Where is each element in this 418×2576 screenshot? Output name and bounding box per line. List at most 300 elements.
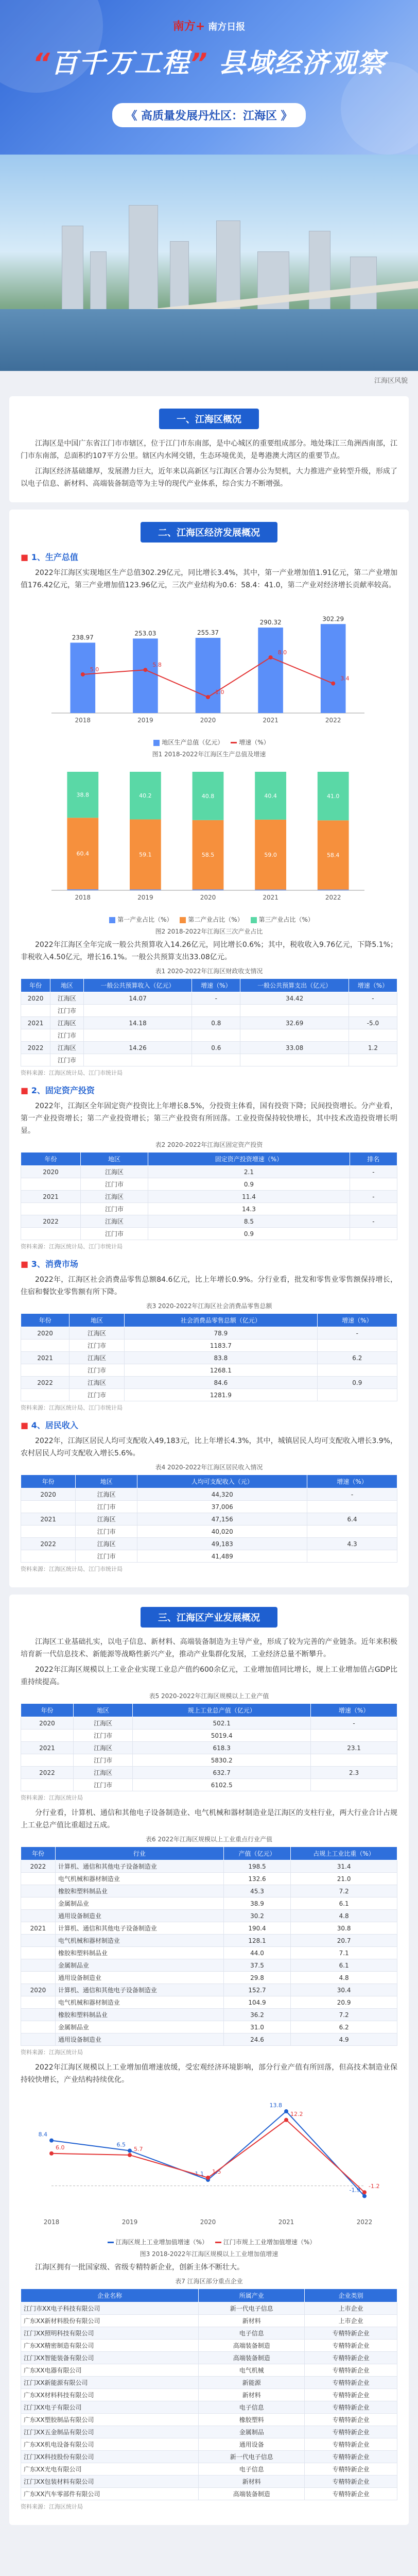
table-cell bbox=[311, 1779, 397, 1791]
table-cell: 电子信息 bbox=[199, 2463, 305, 2476]
table-cell: 电气机械 bbox=[199, 2364, 305, 2377]
column-header: 行业 bbox=[55, 1847, 223, 1860]
chart-legend: 第一产业占比（%） 第二产业占比（%） 第三产业占比（%） bbox=[21, 915, 397, 924]
table-cell: 江海区 bbox=[50, 1042, 84, 1054]
table-cell: 新一代电子信息 bbox=[199, 2451, 305, 2463]
table-cell: 2.3 bbox=[311, 1767, 397, 1779]
table-row bbox=[21, 1767, 397, 1779]
table-cell: 2022 bbox=[21, 1215, 81, 1228]
table-row bbox=[21, 1742, 397, 1754]
table-cell: 专精特新企业 bbox=[305, 2426, 397, 2438]
x-tick-label: 2020 bbox=[200, 894, 216, 901]
column-header: 增速（%） bbox=[349, 979, 397, 992]
table-cell: 6.2 bbox=[291, 2021, 397, 2033]
table-cell: 江海区 bbox=[73, 1717, 132, 1730]
column-header: 固定资产投资增速（%） bbox=[148, 1153, 350, 1166]
table-cell bbox=[317, 1340, 397, 1352]
table-row bbox=[21, 1873, 397, 1885]
table-cell: 江门市 bbox=[69, 1364, 125, 1377]
x-tick-label: 2020 bbox=[200, 2218, 216, 2226]
table-cell: 江海区 bbox=[80, 1215, 148, 1228]
fiscal-table bbox=[21, 978, 397, 1066]
table-cell: 32.69 bbox=[240, 1017, 349, 1029]
segment-label: 59.1 bbox=[139, 851, 152, 858]
table-cell: 通用设备制造业 bbox=[55, 1972, 223, 1984]
table-row bbox=[21, 1972, 397, 1984]
table-cell: 0.9 bbox=[317, 1377, 397, 1389]
table-cell: - bbox=[192, 992, 240, 1005]
header-banner bbox=[0, 0, 418, 155]
table-header-row bbox=[21, 1153, 397, 1166]
table-cell: 江门市 bbox=[73, 1754, 132, 1767]
column-header: 地区 bbox=[69, 1314, 125, 1327]
source-note: 资料来源：江海区统计局、江门市统计局 bbox=[21, 1404, 123, 1411]
table-caption: 表4 2020-2022年江海区居民收入情况 bbox=[155, 1464, 263, 1471]
table-cell: 江门XX包装材料有限公司 bbox=[21, 2476, 199, 2488]
column-header: 规上工业总产值（亿元） bbox=[133, 1704, 311, 1717]
section-industry bbox=[9, 1595, 409, 2525]
table-row bbox=[21, 1377, 397, 1389]
table-cell: 广东XX精密制造有限公司 bbox=[21, 2340, 199, 2352]
page-title: “百千万工程” 县域经济观察 bbox=[32, 48, 386, 79]
table-cell: 2021 bbox=[21, 1017, 50, 1029]
x-tick-label: 2022 bbox=[325, 894, 341, 901]
table-row bbox=[21, 2364, 397, 2377]
growth-label: 5.8 bbox=[152, 662, 162, 669]
table-cell: - bbox=[307, 1488, 397, 1501]
paragraph: 2022年，江海区社会消费品零售总额84.6亿元，比上年增长0.9%。分行业看，批发和零售业零售额保持增长，住宿和餐饮业零售额有所下降。 bbox=[21, 1276, 397, 1296]
table-cell bbox=[21, 1364, 69, 1377]
table-cell bbox=[21, 1754, 74, 1767]
table-cell: 江门XX电子有限公司 bbox=[21, 2401, 199, 2414]
table-cell: 30.2 bbox=[223, 1910, 290, 1922]
x-tick-label: 2019 bbox=[137, 717, 153, 724]
table-cell bbox=[21, 1947, 56, 1959]
table-cell bbox=[21, 1178, 81, 1191]
table-row bbox=[21, 1203, 397, 1215]
table-caption: 表3 2020-2022年江海区社会消费品零售总额 bbox=[146, 1302, 272, 1310]
table-row bbox=[21, 2414, 397, 2426]
table-cell: 190.4 bbox=[223, 1922, 290, 1935]
table-caption: 表6 2022年江海区规模以上工业重点行业产值 bbox=[146, 1836, 272, 1843]
table-cell: 2.1 bbox=[148, 1166, 350, 1178]
table-cell: 江海区 bbox=[80, 1166, 148, 1178]
column-header: 地区 bbox=[73, 1704, 132, 1717]
table-cell: 20.7 bbox=[291, 1935, 397, 1947]
data-label: 12.2 bbox=[290, 2110, 303, 2117]
table-cell bbox=[21, 1389, 69, 1401]
x-tick-label: 2018 bbox=[43, 2218, 60, 2226]
segment-label: 60.4 bbox=[76, 850, 90, 857]
table-cell: 江门市 bbox=[80, 1178, 148, 1191]
table-row bbox=[21, 1054, 397, 1066]
table-cell bbox=[307, 1501, 397, 1513]
table-cell: - bbox=[350, 1166, 397, 1178]
table-row bbox=[21, 1042, 397, 1054]
x-tick-label: 2022 bbox=[356, 2218, 373, 2226]
table-cell: 江门市 bbox=[50, 1029, 84, 1042]
table-cell: 47,156 bbox=[137, 1513, 307, 1526]
subsection-heading: ■ 1、生产总值 bbox=[21, 551, 397, 563]
bar-value-label: 253.03 bbox=[134, 630, 156, 637]
table-caption: 表7 江海区部分重点企业 bbox=[175, 2278, 243, 2285]
source-note: 资料来源：江海区统计局、江门市统计局 bbox=[21, 1243, 123, 1250]
paragraph: 2022年，江海区全年固定资产投资比上年增长8.5%，分投资主体看，国有投资下降；民间投资增长。分产业看，第一产业投资增长；第二产业投资增长；第三产业投资有所回落。工业投资保持较快增长，其中技术改造投资增长明显。 bbox=[21, 1102, 397, 1135]
growth-point bbox=[81, 672, 85, 676]
table-cell: 电子信息 bbox=[199, 2327, 305, 2340]
table-row bbox=[21, 2352, 397, 2364]
table-row bbox=[21, 1935, 397, 1947]
table-cell: 江门市 bbox=[69, 1340, 125, 1352]
segment-label: 40.8 bbox=[201, 792, 215, 800]
table-cell: -5.0 bbox=[349, 1017, 397, 1029]
table-caption: 表1 2020-2022年江海区财政收支情况 bbox=[155, 968, 263, 975]
source-note: 资料来源：江海区统计局、江门市统计局 bbox=[21, 1566, 123, 1572]
table-cell: 江海区 bbox=[76, 1488, 137, 1501]
table-cell: 电气机械和器材制造业 bbox=[55, 1996, 223, 2009]
data-label: -1.2 bbox=[369, 2183, 380, 2190]
table-cell bbox=[317, 1364, 397, 1377]
retail-table bbox=[21, 1313, 397, 1401]
data-label: 6.5 bbox=[116, 2141, 126, 2148]
table-cell: 2021 bbox=[21, 1513, 76, 1526]
table-cell: 计算机、通信和其他电子设备制造业 bbox=[55, 1860, 223, 1873]
table-cell bbox=[349, 1054, 397, 1066]
paragraph: 江海区是中国广东省江门市市辖区，位于江门市东南部，是中心城区的重要组成部分。地处珠江三角洲西南部，江门市东南部，总面积约107平方公里。辖区内水网交错，生态环境优美，是粤港澳大湾区的重要节点。 bbox=[21, 439, 397, 460]
table-row bbox=[21, 992, 397, 1005]
income-table bbox=[21, 1475, 397, 1563]
growth-label: 5.0 bbox=[90, 666, 99, 673]
table-cell: 44.0 bbox=[223, 1947, 290, 1959]
table-cell: 新材料 bbox=[199, 2389, 305, 2401]
table-cell: 江门市 bbox=[76, 1526, 137, 1538]
table-cell: 83.8 bbox=[125, 1352, 318, 1364]
page-subtitle: 《 高质量发展丹灶区：江海区 》 bbox=[0, 103, 418, 127]
table-cell: 632.7 bbox=[133, 1767, 311, 1779]
table-cell: 6.4 bbox=[307, 1513, 397, 1526]
paragraph: 2022年江海区全年完成一般公共预算收入14.26亿元，同比增长0.6%；其中，税收收入9.76亿元，下降5.1%；非税收入4.50亿元，增长16.1%。一般公共预算支出33.08亿元。 bbox=[21, 941, 397, 961]
subsection-heading: ■ 4、居民收入 bbox=[21, 1419, 397, 1431]
table-cell: 2020 bbox=[21, 1984, 56, 1996]
table-cell bbox=[350, 1203, 397, 1215]
table-row bbox=[21, 1996, 397, 2009]
table-header-row bbox=[21, 1314, 397, 1327]
table-cell: 专精特新企业 bbox=[305, 2340, 397, 2352]
table-cell: - bbox=[349, 992, 397, 1005]
table-cell bbox=[83, 1029, 191, 1042]
table-cell: 2020 bbox=[21, 1166, 81, 1178]
table-cell: 8.5 bbox=[148, 1215, 350, 1228]
table-cell: 专精特新企业 bbox=[305, 2414, 397, 2426]
paragraph: 江海区工业基础扎实，以电子信息、新材料、高端装备制造为主导产业，形成了较为完善的产业链条。近年来积极培育新一代信息技术、新能源等战略性新兴产业，推动产业集群化发展，工业经济总量不断攀升。 bbox=[21, 1638, 397, 1658]
table-cell: 2021 bbox=[21, 1922, 56, 1935]
bar bbox=[321, 624, 346, 713]
segment-label: 40.2 bbox=[139, 792, 152, 800]
table-cell: 2021 bbox=[21, 1352, 69, 1364]
table-row bbox=[21, 1947, 397, 1959]
table-row bbox=[21, 2401, 397, 2414]
table-cell: 江门市 bbox=[76, 1550, 137, 1563]
key-sectors-table bbox=[21, 1846, 397, 2046]
table-cell bbox=[192, 1005, 240, 1017]
table-cell: 44,320 bbox=[137, 1488, 307, 1501]
table-header-row bbox=[21, 979, 397, 992]
table-header-row bbox=[21, 1847, 397, 1860]
table-cell bbox=[21, 1340, 69, 1352]
industry-share-chart bbox=[21, 761, 395, 911]
table-cell: 广东XX汽车零部件有限公司 bbox=[21, 2488, 199, 2500]
segment-label: 38.8 bbox=[76, 791, 90, 799]
table-cell bbox=[317, 1389, 397, 1401]
table-header-row bbox=[21, 1704, 397, 1717]
table-cell: 6.1 bbox=[291, 1897, 397, 1910]
segment-label: 59.0 bbox=[264, 851, 277, 858]
table-cell: 新材料 bbox=[199, 2315, 305, 2327]
table-cell: 33.08 bbox=[240, 1042, 349, 1054]
x-tick-label: 2019 bbox=[137, 894, 153, 901]
bar-value-label: 302.29 bbox=[322, 615, 344, 623]
column-header: 一般公共预算支出（亿元） bbox=[240, 979, 349, 992]
table-cell: 江海区 bbox=[69, 1327, 125, 1340]
data-label: 8.4 bbox=[38, 2131, 47, 2138]
table-cell: 新材料 bbox=[199, 2476, 305, 2488]
figure-caption: 图3 2018-2022年江海区规模以上工业增加值增速 bbox=[140, 2250, 278, 2258]
table-cell: 0.8 bbox=[192, 1017, 240, 1029]
table-row bbox=[21, 1005, 397, 1017]
table-row bbox=[21, 2389, 397, 2401]
table-row bbox=[21, 1228, 397, 1240]
paragraph: 2022年，江海区居民人均可支配收入49,183元，比上年增长4.3%，其中，城镇居民人均可支配收入增长3.9%，农村居民人均可支配收入增长5.6%。 bbox=[21, 1437, 397, 1458]
growth-label: 8.0 bbox=[277, 649, 287, 656]
table-cell bbox=[21, 1526, 76, 1538]
table-cell bbox=[21, 1935, 56, 1947]
x-tick-label: 2020 bbox=[200, 717, 216, 724]
table-cell: 江门XX科技股份有限公司 bbox=[21, 2451, 199, 2463]
table-cell: - bbox=[350, 1191, 397, 1203]
table-row bbox=[21, 1191, 397, 1203]
column-header: 产值（亿元） bbox=[223, 1847, 290, 1860]
column-header: 年份 bbox=[21, 979, 50, 992]
data-point bbox=[284, 2109, 288, 2113]
table-cell: 6.2 bbox=[317, 1352, 397, 1364]
table-row bbox=[21, 1017, 397, 1029]
table-cell: 2022 bbox=[21, 1767, 74, 1779]
table-cell bbox=[21, 1550, 76, 1563]
series-line bbox=[51, 2111, 364, 2196]
table-cell: 电子信息 bbox=[199, 2401, 305, 2414]
table-cell: 49,183 bbox=[137, 1538, 307, 1550]
table-cell: 专精特新企业 bbox=[305, 2352, 397, 2364]
bar-value-label: 255.37 bbox=[197, 629, 219, 637]
table-cell: 6102.5 bbox=[133, 1779, 311, 1791]
table-cell: 0.9 bbox=[148, 1228, 350, 1240]
table-cell bbox=[21, 1873, 56, 1885]
table-cell: 104.9 bbox=[223, 1996, 290, 2009]
industrial-output-table bbox=[21, 1703, 397, 1791]
investment-table bbox=[21, 1152, 397, 1240]
table-row bbox=[21, 2488, 397, 2500]
column-header: 增速（%） bbox=[317, 1314, 397, 1327]
table-cell: 198.5 bbox=[223, 1860, 290, 1873]
table-row bbox=[21, 1910, 397, 1922]
table-cell: 37,006 bbox=[137, 1501, 307, 1513]
table-cell bbox=[21, 1029, 50, 1042]
table-cell: 江海区 bbox=[50, 1017, 84, 1029]
table-cell: 专精特新企业 bbox=[305, 2327, 397, 2340]
table-cell bbox=[21, 1996, 56, 2009]
data-point bbox=[128, 2153, 132, 2157]
table-row bbox=[21, 1029, 397, 1042]
table-cell: 新一代电子信息 bbox=[199, 2302, 305, 2315]
table-cell: 2021 bbox=[21, 1191, 81, 1203]
table-row bbox=[21, 1364, 397, 1377]
data-label: 1.5 bbox=[212, 2168, 221, 2175]
table-cell: 高端装备制造 bbox=[199, 2352, 305, 2364]
table-cell: 通用设备制造业 bbox=[55, 2033, 223, 2046]
table-cell bbox=[311, 1730, 397, 1742]
table-cell: 4.9 bbox=[291, 2033, 397, 2046]
table-cell: 38.9 bbox=[223, 1897, 290, 1910]
table-cell: 计算机、通信和其他电子设备制造业 bbox=[55, 1922, 223, 1935]
logo: 南方+ 南方日报 bbox=[172, 20, 246, 33]
table-cell: 江门市 bbox=[73, 1730, 132, 1742]
bar bbox=[196, 638, 221, 713]
enterprise-table bbox=[21, 2289, 397, 2500]
table-cell: 1281.9 bbox=[125, 1389, 318, 1401]
bar bbox=[70, 642, 95, 713]
column-header: 年份 bbox=[21, 1314, 69, 1327]
table-cell: 14.3 bbox=[148, 1203, 350, 1215]
table-cell: 2021 bbox=[21, 1742, 74, 1754]
table-cell: 高端装备制造 bbox=[199, 2340, 305, 2352]
table-cell: 江门市 bbox=[69, 1389, 125, 1401]
table-cell: 江门XX照明科技有限公司 bbox=[21, 2327, 199, 2340]
table-cell: 广东XX机电设备有限公司 bbox=[21, 2438, 199, 2451]
table-cell: 14.26 bbox=[83, 1042, 191, 1054]
column-header: 年份 bbox=[21, 1153, 81, 1166]
table-cell: 2020 bbox=[21, 1717, 74, 1730]
table-cell: 41,489 bbox=[137, 1550, 307, 1563]
column-header: 企业类别 bbox=[305, 2289, 397, 2302]
gdp-chart bbox=[21, 595, 395, 734]
table-row bbox=[21, 1327, 397, 1340]
table-cell: 128.1 bbox=[223, 1935, 290, 1947]
table-cell bbox=[21, 1228, 81, 1240]
table-row bbox=[21, 1513, 397, 1526]
table-header-row bbox=[21, 2289, 397, 2302]
table-cell: 40,020 bbox=[137, 1526, 307, 1538]
data-point bbox=[49, 2151, 54, 2156]
growth-point bbox=[143, 668, 147, 672]
table-cell: 36.2 bbox=[223, 2009, 290, 2021]
table-row bbox=[21, 2340, 397, 2352]
table-cell: 专精特新企业 bbox=[305, 2451, 397, 2463]
column-header: 年份 bbox=[21, 1704, 74, 1717]
table-row bbox=[21, 1340, 397, 1352]
table-row bbox=[21, 1352, 397, 1364]
section-heading: 三、江海区产业发展概况 bbox=[141, 1607, 277, 1628]
table-cell bbox=[350, 1178, 397, 1191]
table-cell: 江海区 bbox=[80, 1191, 148, 1203]
table-cell bbox=[307, 1526, 397, 1538]
table-cell bbox=[21, 1959, 56, 1972]
column-header: 地区 bbox=[50, 979, 84, 992]
city-photo bbox=[0, 155, 418, 371]
table-cell: 4.8 bbox=[291, 1910, 397, 1922]
growth-point bbox=[269, 655, 273, 659]
table-cell: 金属制品 bbox=[199, 2426, 305, 2438]
table-row bbox=[21, 2009, 397, 2021]
table-cell bbox=[240, 1005, 349, 1017]
table-cell bbox=[21, 1885, 56, 1897]
section-overview bbox=[9, 396, 409, 502]
table-cell: 江海区 bbox=[76, 1538, 137, 1550]
paragraph: 2022年江海区规模以上工业企业实现工业总产值约600余亿元，工业增加值同比增长，规上工业增加值占GDP比重持续提高。 bbox=[21, 1666, 397, 1686]
table-cell: 专精特新企业 bbox=[305, 2401, 397, 2414]
table-caption: 表5 2020-2022年江海区规模以上工业产值 bbox=[149, 1692, 269, 1700]
table-cell: 29.8 bbox=[223, 1972, 290, 1984]
table-row bbox=[21, 1717, 397, 1730]
table-cell: 11.4 bbox=[148, 1191, 350, 1203]
table-cell: 502.1 bbox=[133, 1717, 311, 1730]
industrial-growth-chart bbox=[21, 2089, 395, 2233]
table-cell: 2020 bbox=[21, 1488, 76, 1501]
table-cell: 江门市XX电子科技有限公司 bbox=[21, 2302, 199, 2315]
table-cell: 1183.7 bbox=[125, 1340, 318, 1352]
table-cell: 31.0 bbox=[223, 2021, 290, 2033]
source-note: 资料来源：江海区统计局 bbox=[21, 2049, 83, 2056]
table-cell bbox=[307, 1550, 397, 1563]
column-header: 增速（%） bbox=[307, 1475, 397, 1488]
table-cell bbox=[349, 1005, 397, 1017]
table-cell bbox=[21, 1897, 56, 1910]
subsection-heading: ■ 2、固定资产投资 bbox=[21, 1084, 397, 1096]
table-row bbox=[21, 2315, 397, 2327]
growth-label: 3.4 bbox=[340, 675, 350, 682]
table-cell: 24.6 bbox=[223, 2033, 290, 2046]
table-cell: - bbox=[311, 1717, 397, 1730]
column-header: 占规上工业比重（%） bbox=[291, 1847, 397, 1860]
stacked-bar-segment bbox=[67, 889, 98, 890]
table-row bbox=[21, 2476, 397, 2488]
table-cell: 江门XX智能装备有限公司 bbox=[21, 2352, 199, 2364]
table-cell bbox=[240, 1054, 349, 1066]
table-cell: 江门XX五金制品有限公司 bbox=[21, 2426, 199, 2438]
x-tick-label: 2021 bbox=[278, 2218, 294, 2226]
table-row bbox=[21, 1730, 397, 1742]
table-row bbox=[21, 1215, 397, 1228]
column-header: 年份 bbox=[21, 1475, 76, 1488]
x-tick-label: 2022 bbox=[325, 717, 341, 724]
table-cell: 21.0 bbox=[291, 1873, 397, 1885]
segment-label: 58.5 bbox=[201, 852, 215, 859]
section-heading: 一、江海区概况 bbox=[159, 409, 259, 429]
table-cell: 江门市 bbox=[50, 1054, 84, 1066]
table-cell: 新能源 bbox=[199, 2377, 305, 2389]
segment-label: 40.4 bbox=[264, 792, 277, 800]
table-cell: 江海区 bbox=[76, 1513, 137, 1526]
table-cell: 2020 bbox=[21, 1327, 69, 1340]
column-header: 增速（%） bbox=[311, 1704, 397, 1717]
x-tick-label: 2018 bbox=[75, 894, 91, 901]
column-header: 排名 bbox=[350, 1153, 397, 1166]
table-cell bbox=[240, 1029, 349, 1042]
table-cell bbox=[21, 2033, 56, 2046]
table-cell: 江门市 bbox=[73, 1779, 132, 1791]
table-cell: 2022 bbox=[21, 1377, 69, 1389]
table-cell: 电气机械和器材制造业 bbox=[55, 1935, 223, 1947]
paragraph: 2022年江海区实现地区生产总值302.29亿元，同比增长3.4%，其中，第一产业增加值1.91亿元，第二产业增加值176.42亿元，第三产业增加值123.96亿元，三次产业结构为0.6：58.4：41.0，第二产业对经济增长贡献率较高。 bbox=[21, 569, 397, 589]
